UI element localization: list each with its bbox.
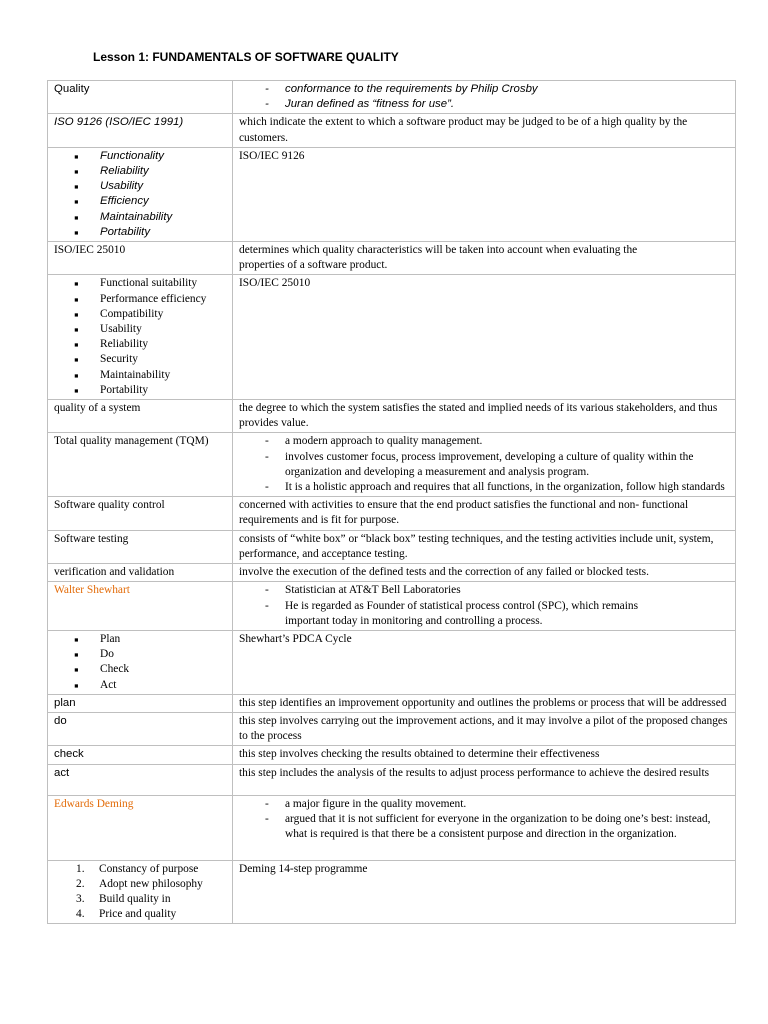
list-item: ▪ Compatibility xyxy=(74,307,226,322)
list-item: - involves customer focus, process improvement, developing a culture of quality within the organization and developing a measurement and analysis program. xyxy=(265,450,729,480)
step-number: 4. xyxy=(76,908,85,921)
desc-cell xyxy=(233,433,736,497)
term-cell xyxy=(48,81,233,114)
list-item: ▪ Maintainability xyxy=(74,368,226,383)
desc-plan: this step identifies an improvement opportunity and outlines the problems or process that will be addressed xyxy=(239,696,727,709)
list-cell xyxy=(48,860,233,924)
term-iso25010: ISO/IEC 25010 xyxy=(54,244,126,257)
step-label: Build quality in xyxy=(99,892,171,905)
desc-cell xyxy=(233,242,736,275)
desc-cell xyxy=(233,746,736,764)
table-row xyxy=(48,497,736,530)
term-cell xyxy=(48,694,233,712)
list-item: ▪ Portability xyxy=(74,225,226,240)
table-row xyxy=(48,400,736,433)
page-title: Lesson 1: FUNDAMENTALS OF SOFTWARE QUALITY xyxy=(93,50,399,64)
term-cell xyxy=(48,497,233,530)
table-row xyxy=(48,630,736,694)
step-label: Constancy of purpose xyxy=(99,862,199,875)
list-item xyxy=(54,862,226,877)
desc-cell xyxy=(233,860,736,924)
term-cell xyxy=(48,564,233,582)
list-item: ▪ Efficiency xyxy=(74,194,226,209)
term-sqc: Software quality control xyxy=(54,499,165,512)
list-item: - a modern approach to quality management. xyxy=(265,434,729,449)
label-iso25010: ISO/IEC 25010 xyxy=(239,277,311,290)
desc-cell xyxy=(233,564,736,582)
list-item: ▪ Act xyxy=(74,678,226,693)
label-pdca: Shewhart’s PDCA Cycle xyxy=(239,632,352,645)
list-item: ▪ Functionality xyxy=(74,149,226,164)
shewhart-point-line2: important today in monitoring and controlling a process. xyxy=(285,614,543,627)
shewhart-points xyxy=(239,583,729,629)
desc-cell xyxy=(233,712,736,745)
desc-check: this step involves checking the results obtained to determine their effectiveness xyxy=(239,748,600,761)
desc-vv: involve the execution of the defined tests and the correction of any failed or blocked tests. xyxy=(239,566,649,579)
list-item: ▪ Reliability xyxy=(74,337,226,352)
desc-cell xyxy=(233,147,736,241)
iso9126-characteristics xyxy=(54,149,226,240)
table-row xyxy=(48,81,736,114)
term-quality-system: quality of a system xyxy=(54,402,141,415)
shewhart-point-line1: - He is regarded as Founder of statistical process control (SPC), which remains xyxy=(285,599,639,612)
term-vv: verification and validation xyxy=(54,566,175,579)
desc-cell xyxy=(233,630,736,694)
list-item: ▪ Functional suitability xyxy=(74,276,226,291)
desc-cell xyxy=(233,764,736,795)
table-row xyxy=(48,433,736,497)
table-row xyxy=(48,795,736,860)
list-item: - Juran defined as “fitness for use”. xyxy=(265,97,729,112)
term-deming: Edwards Deming xyxy=(54,797,134,810)
list-item xyxy=(54,907,226,922)
step-label: Adopt new philosophy xyxy=(99,877,203,890)
desc-iso9126: which indicate the extent to which a software product may be judged to be of a high quality by the customers. xyxy=(239,116,688,144)
term-plan: plan xyxy=(54,696,76,709)
table-row xyxy=(48,694,736,712)
term-cell xyxy=(48,242,233,275)
desc-iso25010-line1: determines which quality characteristics will be taken into account when evaluating the xyxy=(239,244,638,257)
label-deming14: Deming 14-step programme xyxy=(239,862,368,875)
desc-quality-system: the degree to which the system satisfies the stated and implied needs of its various stakeholders, and thus provides value. xyxy=(239,402,718,430)
table-row xyxy=(48,530,736,563)
quality-definitions xyxy=(239,82,729,112)
list-item: - Statistician at AT&T Bell Laboratories xyxy=(265,583,729,598)
term-tqm: Total quality management (TQM) xyxy=(54,435,209,448)
desc-cell xyxy=(233,795,736,860)
list-item xyxy=(54,877,226,892)
list-cell xyxy=(48,275,233,400)
list-item: ▪ Performance efficiency xyxy=(74,292,226,307)
step-number: 1. xyxy=(76,862,85,875)
term-cell xyxy=(48,746,233,764)
table-row xyxy=(48,147,736,241)
desc-do: this step involves carrying out the improvement actions, and it may involve a pilot of the proposed changes to the process xyxy=(239,714,728,743)
list-item xyxy=(265,599,729,629)
list-cell xyxy=(48,147,233,241)
table-row xyxy=(48,564,736,582)
list-item: - It is a holistic approach and requires that all functions, in the organization, follow high standards xyxy=(265,480,729,495)
desc-cell xyxy=(233,275,736,400)
table-row xyxy=(48,746,736,764)
list-item xyxy=(54,892,226,907)
step-label: Price and quality xyxy=(99,908,177,921)
table-row xyxy=(48,114,736,147)
list-item: ▪ Usability xyxy=(74,322,226,337)
table-row xyxy=(48,275,736,400)
term-cell xyxy=(48,400,233,433)
term-cell xyxy=(48,433,233,497)
term-cell xyxy=(48,712,233,745)
deming-points xyxy=(239,797,729,843)
list-item: ▪ Plan xyxy=(74,632,226,647)
tqm-points xyxy=(239,434,729,495)
iso25010-characteristics xyxy=(54,276,226,398)
list-item: ▪ Check xyxy=(74,662,226,677)
desc-cell xyxy=(233,582,736,631)
list-item: ▪ Usability xyxy=(74,179,226,194)
table-row xyxy=(48,242,736,275)
step-number: 3. xyxy=(76,892,85,905)
desc-cell xyxy=(233,114,736,147)
list-item: - conformance to the requirements by Philip Crosby xyxy=(265,82,729,97)
desc-act: this step includes the analysis of the results to adjust process performance to achieve the desired results xyxy=(239,766,710,779)
desc-cell xyxy=(233,694,736,712)
list-item: ▪ Reliability xyxy=(74,164,226,179)
desc-iso25010-line2: properties of a software product. xyxy=(239,259,388,272)
term-iso9126: ISO 9126 (ISO/IEC 1991) xyxy=(54,116,184,129)
list-item: ▪ Portability xyxy=(74,383,226,398)
desc-testing: consists of “white box” or “black box” testing techniques, and the testing activities include unit, system, performance, and acceptance testing. xyxy=(239,532,714,560)
term-cell xyxy=(48,795,233,860)
step-number: 2. xyxy=(76,877,85,890)
term-cell xyxy=(48,764,233,795)
deming-steps xyxy=(54,862,226,923)
list-item: ▪ Do xyxy=(74,647,226,662)
list-item: ▪ Maintainability xyxy=(74,210,226,225)
label-iso9126: ISO/IEC 9126 xyxy=(239,149,305,162)
desc-cell xyxy=(233,530,736,563)
term-cell xyxy=(48,582,233,631)
term-check: check xyxy=(54,748,84,761)
desc-cell xyxy=(233,497,736,530)
term-shewhart: Walter Shewhart xyxy=(54,584,130,597)
table-row xyxy=(48,764,736,795)
term-act: act xyxy=(54,766,70,779)
term-testing: Software testing xyxy=(54,532,129,545)
desc-cell xyxy=(233,81,736,114)
quality-table xyxy=(47,80,736,924)
table-row xyxy=(48,712,736,745)
term-quality: Quality xyxy=(54,83,90,95)
list-item: ▪ Security xyxy=(74,352,226,367)
list-item: - argued that it is not sufficient for everyone in the organization to be doing one’s best: instead, what is required is that there be a consistent purpose and direction in the organization. xyxy=(265,812,729,842)
pdca-steps xyxy=(54,632,226,693)
desc-sqc: concerned with activities to ensure that the end product satisfies the functional and non- functional requirements and is fit for purpose. xyxy=(239,499,689,527)
list-cell xyxy=(48,630,233,694)
table-row xyxy=(48,582,736,631)
term-cell xyxy=(48,530,233,563)
desc-cell xyxy=(233,400,736,433)
term-do: do xyxy=(54,714,67,727)
table-row xyxy=(48,860,736,924)
list-item: - a major figure in the quality movement. xyxy=(265,797,729,812)
term-cell xyxy=(48,114,233,147)
